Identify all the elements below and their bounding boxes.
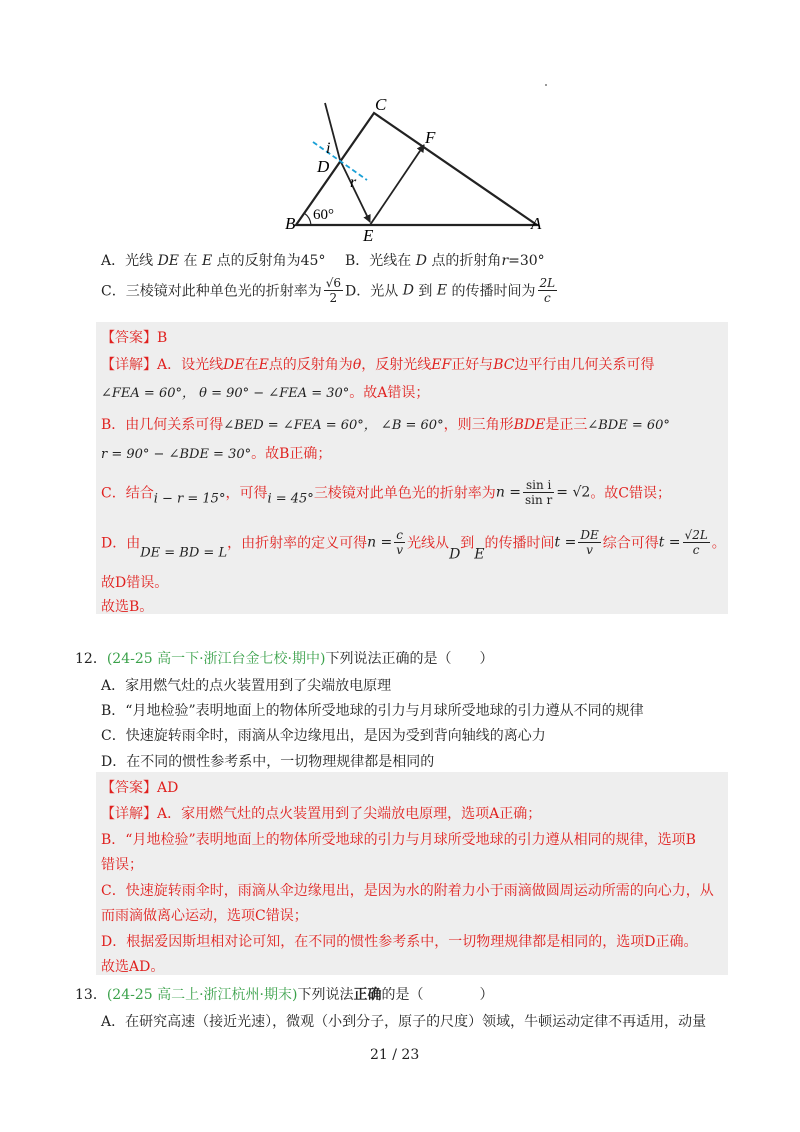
angle-arc — [304, 213, 311, 225]
q12-option-b: B．“月地检验”表明地面上的物体所受地球的引力与月球所受地球的引力遵从不同的规律 — [101, 703, 644, 719]
q11-detail-line8: 故选B。 — [101, 599, 154, 615]
prism-figure — [260, 92, 560, 242]
q11-option-a: A．光线 DE 在 E 点的反射角为45° — [101, 253, 326, 269]
q11-detail-line3: B．由几何关系可得∠BED = ∠FEA = 60°， ∠B = 60°，则三角形BDE是正三∠BDE = 60° — [101, 417, 670, 433]
page-number: 21 / 23 — [370, 1047, 420, 1063]
q12-detail-line2: B．“月地检验”表明地面上的物体所受地球的引力与月球所受地球的引力遵从相同的规律，选项B — [101, 832, 696, 848]
reflected-ray — [370, 145, 424, 225]
label-r: r — [350, 174, 357, 191]
label-C: C — [375, 95, 387, 114]
q13-option-a: A．在研究高速（接近光速），微观（小到分子，原子的尺度）领域，牛顿运动定律不再适用，动量 — [101, 1014, 707, 1030]
q12-detail-line7: 故选AD。 — [101, 959, 165, 975]
q11-option-c: C．三棱镜对此种单色光的折射率为 $\frac{√6}{2}$ — [101, 276, 341, 305]
q12-option-a: A．家用燃气灶的点火装置用到了尖端放电原理 — [101, 678, 392, 694]
q12-option-d: D．在不同的惯性参考系中，一切物理规律都是相同的 — [101, 754, 435, 770]
q12-detail-line3: 错误； — [101, 857, 143, 873]
label-A: A — [531, 214, 542, 233]
q11-answer: 【答案】B — [101, 330, 168, 346]
q11-option-d: D．光从 D 到 E 的传播时间为 $\frac{2L}{c}$ — [345, 276, 556, 305]
q13-stem: 13．(24-25 高二上·浙江杭州·期末)下列说法正确的是（ ） — [75, 987, 494, 1003]
q12-answer: 【答案】AD — [101, 780, 179, 796]
label-E: E — [363, 226, 374, 242]
q11-detail-line4: r = 90° − ∠BDE = 30°。故B正确； — [101, 446, 332, 462]
label-angle: 60° — [313, 207, 334, 223]
q11-detail-line2: ∠FEA = 60°， θ = 90° − ∠FEA = 30°。故A错误； — [101, 385, 430, 401]
label-i: i — [326, 140, 331, 157]
q12-option-c: C．快速旋转雨伞时，雨滴从伞边缘甩出，是因为受到背向轴线的离心力 — [101, 728, 546, 744]
scan-dot — [545, 84, 547, 86]
q11-detail-line6: D．由DE = BD = L，由折射率的定义可得n = $\frac{c}{v}$ 光线从D到E的传播时间t = $\frac{DE}{v}$ 综合可得t = $\frac{√2L}{c}$ 。 — [101, 528, 726, 563]
label-B: B — [285, 214, 296, 233]
label-D: D — [317, 157, 330, 176]
q12-detail-line1: 【详解】A．家用燃气灶的点火装置用到了尖端放电原理，选项A正确； — [101, 806, 542, 822]
q11-detail-line1: 【详解】A．设光线DE在E点的反射角为θ，反射光线EF正好与BC边平行由几何关系可得 — [101, 357, 655, 373]
q11-detail-line5: C．结合i − r = 15°，可得i = 45°三棱镜对此单色光的折射率为n = $\frac{\text{sin i}}{\text{sin r}}$ = √2。故C错误； — [101, 478, 672, 507]
q12-detail-line6: D．根据爱因斯坦相对论可知，在不同的惯性参考系中，一切物理规律都是相同的，选项D正确。 — [101, 934, 698, 950]
q11-option-b: B．光线在 D 点的折射角r=30° — [345, 253, 545, 269]
label-F: F — [425, 128, 436, 147]
q11-detail-line7: 故D错误。 — [101, 575, 169, 591]
q12-detail-line5: 而雨滴做离心运动，选项C错误； — [101, 908, 308, 924]
q12-stem: 12．(24-25 高一下·浙江台金七校·期中)下列说法正确的是（ ） — [75, 651, 494, 667]
refracted-ray — [340, 160, 370, 222]
q12-detail-line4: C．快速旋转雨伞时，雨滴从伞边缘甩出，是因为水的附着力小于雨滴做圆周运动所需的向心力，从 — [101, 883, 714, 899]
